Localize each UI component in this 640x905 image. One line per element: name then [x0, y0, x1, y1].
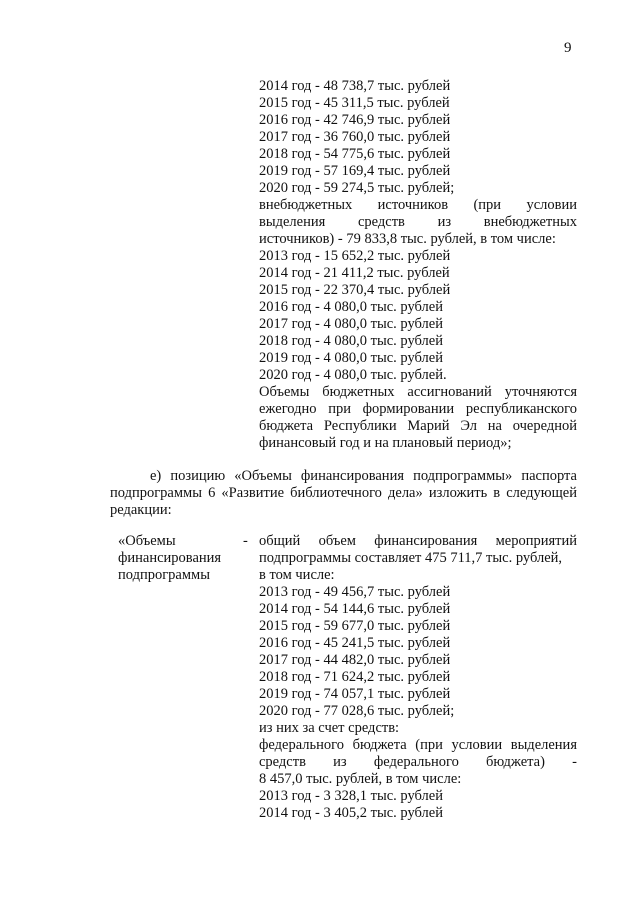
- list-item: 2017 год - 44 482,0 тыс. рублей: [259, 652, 451, 668]
- offbudget-text: источников) - 79 833,8 тыс. рублей, в том числе:: [259, 231, 556, 247]
- list-item: 2018 год - 54 775,6 тыс. рублей: [259, 146, 451, 162]
- intro-text: общий объем финансирования мероприятий: [259, 533, 577, 549]
- list-item: 2016 год - 45 241,5 тыс. рублей: [259, 635, 451, 651]
- list-item: 2015 год - 59 677,0 тыс. рублей: [259, 618, 451, 634]
- list-item: 2016 год - 42 746,9 тыс. рублей: [259, 112, 451, 128]
- intro-text: подпрограммы составляет 475 711,7 тыс. рублей,: [259, 550, 563, 566]
- list-item: 2019 год - 57 169,4 тыс. рублей: [259, 163, 451, 179]
- federal-text: средств из федерального бюджета) -: [259, 754, 577, 770]
- separator-dash: -: [243, 533, 248, 549]
- list-item: 2018 год - 71 624,2 тыс. рублей: [259, 669, 451, 685]
- list-item: 2017 год - 36 760,0 тыс. рублей: [259, 129, 451, 145]
- list-item: 2013 год - 49 456,7 тыс. рублей: [259, 584, 451, 600]
- section-label: «Объемы: [118, 533, 176, 549]
- federal-text: федерального бюджета (при условии выделения: [259, 737, 577, 753]
- section-label: подпрограммы: [118, 567, 210, 583]
- list-item: 2013 год - 3 328,1 тыс. рублей: [259, 788, 443, 804]
- page-number: 9: [564, 40, 572, 56]
- paragraph-e: редакции:: [110, 502, 172, 518]
- list-item: 2018 год - 4 080,0 тыс. рублей: [259, 333, 443, 349]
- offbudget-text: выделения средств из внебюджетных: [259, 214, 577, 230]
- list-item: 2015 год - 22 370,4 тыс. рублей: [259, 282, 451, 298]
- list-item: 2020 год - 4 080,0 тыс. рублей.: [259, 367, 447, 383]
- note-text: бюджета Республики Марий Эл на очередной: [259, 418, 577, 434]
- list-item: 2019 год - 4 080,0 тыс. рублей: [259, 350, 443, 366]
- list-item: 2013 год - 15 652,2 тыс. рублей: [259, 248, 451, 264]
- paragraph-e: подпрограммы 6 «Развитие библиотечного дела» изложить в следующей: [110, 485, 577, 501]
- list-item: 2014 год - 48 738,7 тыс. рублей: [259, 78, 451, 94]
- note-text: финансовый год и на плановый период»;: [259, 435, 512, 451]
- list-item: 2014 год - 3 405,2 тыс. рублей: [259, 805, 443, 821]
- list-item: 2017 год - 4 080,0 тыс. рублей: [259, 316, 443, 332]
- note-text: Объемы бюджетных ассигнований уточняются: [259, 384, 577, 400]
- intro-text: в том числе:: [259, 567, 335, 583]
- sources-heading: из них за счет средств:: [259, 720, 400, 736]
- list-item: 2014 год - 21 411,2 тыс. рублей: [259, 265, 450, 281]
- list-item: 2020 год - 59 274,5 тыс. рублей;: [259, 180, 455, 196]
- section-label: финансирования: [118, 550, 222, 566]
- note-text: ежегодно при формировании республиканского: [259, 401, 577, 417]
- list-item: 2015 год - 45 311,5 тыс. рублей: [259, 95, 450, 111]
- paragraph-e: е) позицию «Объемы финансирования подпрограммы» паспорта: [150, 468, 577, 484]
- list-item: 2016 год - 4 080,0 тыс. рублей: [259, 299, 443, 315]
- offbudget-text: внебюджетных источников (при условии: [259, 197, 577, 213]
- federal-text: 8 457,0 тыс. рублей, в том числе:: [259, 771, 462, 787]
- list-item: 2014 год - 54 144,6 тыс. рублей: [259, 601, 451, 617]
- list-item: 2020 год - 77 028,6 тыс. рублей;: [259, 703, 455, 719]
- list-item: 2019 год - 74 057,1 тыс. рублей: [259, 686, 451, 702]
